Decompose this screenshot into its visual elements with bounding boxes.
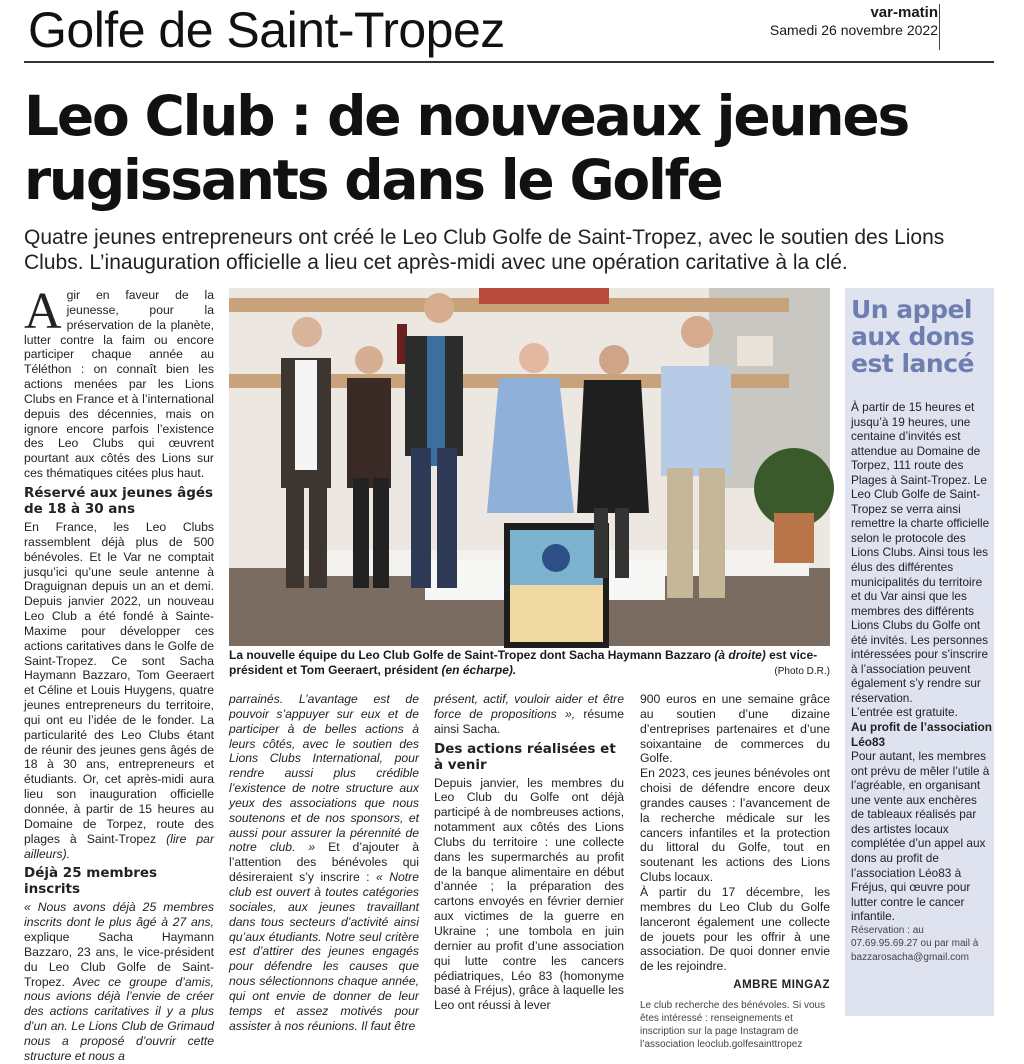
standfirst: Quatre jeunes entrepreneurs ont créé le Leo Club Golfe de Saint-Tropez, avec le soutien des Lions Clubs. L’inauguration officielle a lieu cet après-midi avec une opération caritative à la clé. [24,226,945,274]
newspaper-name: var-matin [870,4,938,21]
sidebar-paragraph-1: À partir de 15 heures et jusqu’à 19 heures, une centaine d’invités est attendue au Domaine de Torpez, 111 route des Plages à Saint-Tropez. Le Leo Club Golfe de Saint-Tropez se verra ainsi remettre la charte officielle selon le protocole des Lions Clubs. Ainsi tous les élus des différentes municipalités du territoire et du Var ainsi que les membres des différents Lions Clubs du Golfe ont été invités. Les personnes intéressées pour s’inscrire à l’association peuvent également s’y rendre sur réservation. [851,400,990,705]
article-column-3 [434,692,624,1018]
subhead-members: Déjà 25 membres inscrits [24,865,158,898]
caption-italic-1: (à droite) [714,648,766,662]
p2-text: En France, les Leo Clubs rassemblent déjà plus de 500 bénévoles. Et le Var ne comptait jusqu’ici qu’une seule antenne à Draguignan depuis un an et demi. Depuis janvier 2022, un nouveau Leo Club a été fondé à Sainte-Maxime pour développer ces actions caritatives dans le Golfe de Saint-Tropez. Ce sont Sacha Haymann Bazzaro, Tom Geeraert et Céline et Louis Huygens, quatre jeunes entrepreneurs du territoire, qui ont eu l’idée de le fonder. La particularité des Leo Clubs étant de réunir des jeunes gens âgés de 18 à 30 ans, entrepreneurs et étudiants. Or, cet après-midi aura lieu son inauguration officielle donnée, à partir de 15 heures au Domaine de Torpez, route des plages à Saint-Tropez [24,519,214,846]
team-photo [229,288,830,646]
paragraph-3 [24,900,214,1063]
quote-2: Avec ce groupe d’amis, nous avions déjà l’envie de créer des actions caritatives il y a plus d’un an. Le Lions Club de Grimaud nous a proposé d’ouvrir cette structure et nous a [24,974,214,1063]
subhead-actions: Des actions réalisées et à venir [434,740,616,773]
photo-credit: (Photo D.R.) [774,666,830,677]
col4-paragraph-3: À partir du 17 décembre, les membres du Leo Club du Golfe lanceront également une collecte de jouets pour les offrir à une association. De quoi donner envie de les rejoindre. [640,884,830,974]
headline [24,84,999,212]
paragraph-2 [24,520,214,861]
col3-paragraph-1 [434,692,624,737]
col2-quote-1: parrainés. L’avantage est de pouvoir s’appuyer sur eux et de participer à de belles actions à leurs côtés, avec le soutien des Lions Clubs International, pour rendre aussi plus crédible l’existence de notre structure aux yeux des associations que nous soutenons et de nos sponsors, et aussi pour assurer la pérennité de notre club. » [229,692,419,855]
article-column-2 [229,692,419,1033]
col2-text: Et d’ajouter à l’attention des bénévoles qui désireraient s’y inscrire : [229,840,419,885]
drop-cap: A [24,283,62,340]
col3-quote: présent, actif, vouloir aider et être force de propositions », [434,692,624,721]
byline: AMBRE MINGAZ [733,979,830,992]
sidebar-title: Un appel aux dons est lancé [851,295,975,378]
col4-paragraph-1: 900 euros en une semaine grâce au soutien d’une dizaine d’entreprises partenaires et d’une soixantaine de commerces du Golfe. [640,692,830,766]
col3-text: résume ainsi Sacha. [434,706,624,736]
col2-quote-2: « Notre club est ouvert à toutes catégories sociales, aux jeunes travaillant dans tous secteurs d’activité ainsi qu’aux étudiants. Notre seul critère est d’attirer des jeunes engagés pour défendre les causes que nous sélectionnons chaque année, qui ont envie de donner de leur temps et assez motivés pour assister à nos réunions. Il faut être [229,870,419,1033]
subhead-reserved: Réservé aux jeunes âgés de 18 à 30 ans [24,484,214,517]
photo-illustration [229,288,830,646]
p3-text: explique Sacha Haymann Bazzaro, 23 ans, le vice-président du Leo Club Golfe de Saint-Tropez. [24,930,214,989]
headline-line-2: rugissants dans le Golfe [24,148,722,212]
section-title: Golfe de Saint-Tropez [28,2,505,58]
col3-paragraph-2: Depuis janvier, les membres du Leo Club du Golfe ont déjà participé à de nombreuses actions, notamment aux côtés des Lions Clubs du territoire : une collecte dans les supermarchés au profit de la banque alimentaire en début d’année ; la préparation des cartons envoyés en février dernier aux victimes de la guerre en Ukraine ; une tombola en juin dernier au profit d’une association qui lutte contre les cancers pédiatriques, Léo 83 (homonyme basé à Fréjus), grâce à laquelle les Leo ont réussi à lever [434,775,624,1013]
header-divider [939,4,940,50]
caption-text-1: La nouvelle équipe du Leo Club Golfe de Saint-Tropez dont Sacha Haymann Bazzaro [229,648,712,662]
volunteer-note: Le club recherche des bénévoles. Si vous êtes intéressé : renseignements et inscription sur la page Instagram de l’association leoclub.golfesainttropez [640,999,826,1050]
sidebar-text [851,400,993,964]
headline-line-1: Leo Club : de nouveaux jeunes [24,84,908,148]
caption-italic-2: (en écharpe). [441,663,517,677]
reservation-info: Réservation : au 07.69.95.69.27 ou par mail à bazzarosacha@gmail.com [851,924,979,963]
sidebar-paragraph-3: Pour autant, les membres ont prévu de mêler l’utile à l’agréable, en organisant une vente aux enchères de tableaux réalisés par des artistes locaux complétée d’un appel aux dons au profit de l’association Léo83 à Fréjus, qui œuvre pour lutter contre le cancer infantile. [851,749,990,924]
article-column-4 [640,692,830,1050]
col2-paragraph [229,692,419,1033]
sidebar-subhead: Au profit de l’association Léo83 [851,720,992,749]
sidebar-paragraph-2: L’entrée est gratuite. [851,705,958,720]
quote-1: « Nous avons déjà 25 membres inscrits dont le plus âgé à 27 ans, [24,900,214,930]
article-column-1 [24,283,215,1063]
lead-text: gir en faveur de la jeunesse, pour la préservation de la planète, lutter contre la faim ou encore participer chaque année au Téléthon : on connaît bien les actions menées par les Lions Clubs en France et à l’international depuis des décennies, mais on ignore encore parfois l’existence des Leo Clubs qui œuvrent pourtant aux côtés des Lions sur ces thématiques citées plus haut. [24,288,214,481]
photo-caption [229,648,832,678]
p2-italic: (lire par ailleurs). [24,831,215,861]
header-rule [24,61,994,63]
lead-paragraph [24,283,214,481]
caption-text-2: est vice-président et Tom Geeraert, président [229,648,818,677]
col4-paragraph-2: En 2023, ces jeunes bénévoles ont choisi de défendre encore deux grandes causes : l’avancement de la recherche médicale sur les cancers infantiles et la protection du littoral du Golfe, tout en soutenant les actions des Lions Clubs locaux. [640,766,830,885]
publication-date: Samedi 26 novembre 2022 [769,22,938,38]
